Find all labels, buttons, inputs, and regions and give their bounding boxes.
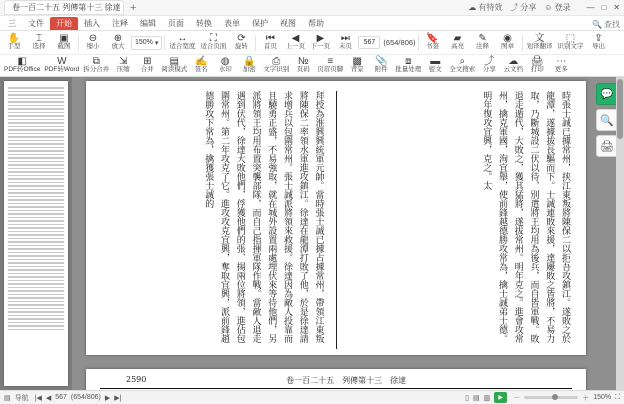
scrollbar-thumb[interactable] bbox=[617, 79, 623, 139]
fulltext-search-button[interactable] bbox=[447, 55, 477, 77]
page-number-input[interactable]: 567 bbox=[358, 36, 380, 49]
thumbnail-line bbox=[8, 171, 64, 173]
thumbnail-line bbox=[8, 231, 64, 233]
encrypt-icon: 🔒 bbox=[243, 56, 256, 68]
thumbnail-line bbox=[8, 238, 64, 240]
pdf-to-word-button[interactable] bbox=[42, 55, 81, 77]
ribbon-tab-protect[interactable]: 保护 bbox=[252, 19, 268, 28]
thumbnail-line bbox=[8, 329, 64, 331]
first-page-button[interactable] bbox=[258, 32, 282, 54]
login-button[interactable] bbox=[544, 2, 570, 13]
ribbon-tab-home[interactable]: 开始 bbox=[50, 17, 78, 30]
thumbnail-page[interactable] bbox=[4, 81, 68, 386]
export-icon: ⇪ bbox=[594, 33, 603, 45]
ribbon-tab-comment[interactable]: 注释 bbox=[112, 19, 128, 28]
continuous-icon[interactable]: ▤ bbox=[472, 394, 480, 402]
ribbon-tab-edit[interactable]: 编辑 bbox=[140, 19, 156, 28]
pdf-to-office-button[interactable] bbox=[2, 55, 42, 77]
nav-panel-toggle[interactable] bbox=[4, 393, 29, 403]
facing-icon[interactable]: ▥ bbox=[483, 394, 491, 402]
attachment-button[interactable] bbox=[369, 55, 393, 77]
fit-page-button[interactable] bbox=[198, 32, 228, 54]
thumbnail-line bbox=[8, 220, 64, 222]
thumbnail-line bbox=[8, 322, 64, 324]
highlight-label: 高亮 bbox=[451, 43, 465, 51]
thumbnail-line bbox=[8, 276, 64, 278]
share-icon: ⤴ bbox=[510, 3, 519, 12]
more-button[interactable] bbox=[549, 55, 573, 77]
main-toolbar bbox=[0, 31, 624, 55]
stamp-button[interactable] bbox=[496, 32, 520, 54]
page-number-label: 页码 bbox=[296, 66, 310, 74]
highlight-button[interactable] bbox=[446, 32, 470, 54]
user-icon: ☺ bbox=[544, 3, 553, 12]
zoom-in-label: 放大 bbox=[111, 43, 125, 51]
share2-icon: ⤴ bbox=[484, 56, 495, 68]
bookmark-icon: 🔖 bbox=[426, 33, 439, 45]
thumbnail-line bbox=[8, 304, 64, 306]
page-1-original-text: 時張士誠已據常州，挟江東叛將陳保二以拒吾攻鎮江。遂敗之於龍潭，遂據拔長驅而下。士誠連敗來援，達屢敗之皆將，不易力取，乃斷城設二伏以待，別遣將王均用為後兵，而自皆軍戰。敗退走遁代，大敗之，獲其猛將，遂拔常州。明年克之。進會攻常州，擒克軍國，洵宜舉，使前鋒越德勝攻常為，擒士誠弟士德。明年復攻宜興，克之。太 bbox=[481, 91, 570, 343]
status-prev-page-button[interactable]: ◀ bbox=[45, 394, 52, 402]
tab-strip bbox=[4, 0, 139, 15]
redact-icon: ▬ bbox=[430, 56, 441, 68]
fulltext-search-label: 全文搜索 bbox=[449, 66, 476, 74]
thumbnail-line bbox=[8, 206, 64, 208]
fit-width-button[interactable] bbox=[167, 32, 197, 54]
toolbar-group-select bbox=[2, 31, 76, 54]
window-controls bbox=[586, 3, 620, 12]
thumbnail-line bbox=[8, 266, 64, 268]
thumbnail-line bbox=[8, 273, 64, 275]
ribbon-tab-insert[interactable]: 插入 bbox=[84, 19, 100, 28]
next-page-label: 下一页 bbox=[310, 43, 331, 51]
compress-button[interactable] bbox=[111, 55, 135, 77]
split-icon: ⧉ bbox=[92, 56, 100, 68]
share-button[interactable] bbox=[510, 2, 536, 13]
thumbnail-line bbox=[8, 203, 64, 205]
thumbnail-line bbox=[8, 199, 64, 201]
zoom-out-button[interactable] bbox=[81, 32, 105, 54]
thumbnail-line bbox=[8, 164, 64, 166]
pdf-to-office-label: PDF转Office bbox=[4, 66, 41, 74]
prev-page-button[interactable] bbox=[283, 32, 307, 54]
share-label: 分享 bbox=[520, 3, 537, 12]
thumbnail-line bbox=[8, 119, 64, 121]
thumbnail-line bbox=[8, 147, 64, 149]
thumbnail-line bbox=[8, 210, 64, 212]
vertical-scrollbar[interactable] bbox=[616, 77, 624, 390]
thumbnail-lines bbox=[4, 81, 68, 338]
cloud-doc-button[interactable] bbox=[501, 55, 525, 77]
thumbnail-line bbox=[8, 213, 64, 215]
titlebar-actions bbox=[468, 2, 620, 13]
pdf-to-word-icon: W bbox=[57, 56, 67, 68]
compress-label: 压缩 bbox=[116, 66, 130, 74]
merge-label: 合并 bbox=[140, 66, 154, 74]
secondary-toolbar bbox=[0, 55, 624, 77]
thumbnail-line bbox=[8, 301, 64, 303]
thumbnail-line bbox=[8, 140, 64, 142]
status-first-page-button[interactable]: |◀ bbox=[34, 394, 42, 402]
read-mode-label: 阅读模式 bbox=[161, 66, 188, 74]
ribbon-tab-page[interactable]: 页面 bbox=[168, 19, 184, 28]
thumbnail-line bbox=[8, 245, 64, 247]
hand-tool-button[interactable] bbox=[2, 32, 26, 54]
attachment-icon: 📎 bbox=[375, 56, 388, 68]
toolbar-group-fit bbox=[167, 31, 253, 54]
status-bar bbox=[0, 390, 624, 404]
encrypt-button[interactable] bbox=[237, 55, 261, 77]
thumbnail-line bbox=[8, 259, 64, 261]
view-mode-group bbox=[465, 392, 507, 403]
ribbon-tab-file[interactable]: 文件 bbox=[28, 19, 44, 28]
status-zoom-out-button[interactable]: － bbox=[513, 394, 521, 402]
hand-icon: ✋ bbox=[7, 33, 21, 45]
compress-icon: ⇲ bbox=[119, 56, 128, 68]
translate-label: 划译翻译 bbox=[526, 43, 553, 51]
thumbnail-line bbox=[8, 189, 64, 191]
thumbnail-line bbox=[8, 161, 64, 163]
cloud2-icon: ☁ bbox=[508, 56, 519, 68]
export-label: 导出 bbox=[592, 43, 606, 51]
ocr-label: 识别文字 bbox=[557, 43, 584, 51]
document-workspace bbox=[0, 77, 624, 390]
thumbnail-line bbox=[8, 105, 64, 107]
background-icon: ▩ bbox=[352, 56, 362, 68]
ribbon-tab-help[interactable]: 帮助 bbox=[308, 19, 324, 28]
thumbnail-line bbox=[8, 255, 64, 257]
fit-width-label: 适合宽度 bbox=[169, 43, 196, 51]
first-page-label: 首页 bbox=[263, 43, 277, 51]
export-button[interactable] bbox=[587, 32, 611, 54]
thumbnail-panel[interactable] bbox=[0, 77, 72, 390]
zoom-in-button[interactable] bbox=[106, 32, 130, 54]
next-page-icon: ▶ bbox=[316, 33, 325, 45]
sign-icon: ✍ bbox=[195, 56, 208, 68]
header-footer-label: 页眉页脚 bbox=[317, 66, 344, 74]
zoom-slider-handle[interactable] bbox=[552, 394, 558, 400]
rotate-label: 旋转 bbox=[234, 43, 248, 51]
print-small-icon[interactable]: 🖨 bbox=[596, 135, 618, 157]
thumbnail-line bbox=[8, 108, 64, 110]
page-1-right-column-wrap bbox=[100, 91, 326, 349]
thumbnail-line bbox=[8, 311, 64, 313]
thumbnail-line bbox=[8, 185, 64, 187]
ocr-icon: ⬚ bbox=[565, 33, 576, 45]
hand-tool-label: 手型 bbox=[7, 43, 21, 51]
chevron-down-icon: ▾ bbox=[154, 39, 159, 47]
translate-button[interactable] bbox=[525, 32, 555, 54]
thumbnail-line bbox=[8, 290, 64, 292]
find-button[interactable] bbox=[592, 19, 624, 30]
document-tab-label: 卷一百二十五 列傳第十三 徐達 bbox=[12, 3, 121, 12]
merge-button[interactable] bbox=[135, 55, 159, 77]
thumbnail-line bbox=[8, 154, 64, 156]
page-number-icon: № bbox=[297, 56, 309, 68]
thumbnail-line bbox=[8, 101, 64, 103]
share-doc-label: 分享 bbox=[482, 66, 496, 74]
ocr-button[interactable] bbox=[556, 32, 586, 54]
toolbar-separator-3 bbox=[255, 35, 256, 51]
highlight-icon: ▰ bbox=[453, 33, 462, 45]
thumbnail-line bbox=[8, 182, 64, 184]
last-page-button[interactable] bbox=[333, 32, 357, 54]
page-1-content bbox=[86, 81, 586, 355]
thumbnail-line bbox=[8, 287, 64, 289]
toolbar-separator-5 bbox=[522, 35, 523, 51]
select-text-label: 选择 bbox=[32, 43, 46, 51]
thumbnail-line bbox=[8, 224, 64, 226]
zoom-out-label: 缩小 bbox=[86, 43, 100, 51]
print-icon: 🖨 bbox=[530, 56, 544, 68]
thumbnail-line bbox=[8, 227, 64, 229]
share-doc-button[interactable] bbox=[477, 55, 501, 77]
thumbnail-line bbox=[8, 136, 64, 138]
thumbnail-line bbox=[8, 294, 64, 296]
stamp-icon: ◉ bbox=[503, 33, 512, 45]
login-label: 登录 bbox=[554, 3, 571, 12]
snapshot-label: 截图 bbox=[57, 43, 71, 51]
column-divider bbox=[336, 91, 337, 349]
fit-screen-icon[interactable]: ⛶ bbox=[615, 393, 620, 401]
thumbnail-line bbox=[8, 325, 64, 327]
zoom-in-icon: ⊕ bbox=[113, 33, 123, 45]
last-page-icon: ⏭ bbox=[340, 33, 350, 45]
page-2-folio: 2590 bbox=[126, 375, 147, 384]
toolbar-group-navigate bbox=[258, 31, 415, 54]
status-zoom-value[interactable]: 150% bbox=[593, 394, 612, 401]
status-page-total: (654/806) bbox=[70, 394, 101, 401]
form-field-icon: ⌕ bbox=[459, 56, 466, 68]
note-button[interactable] bbox=[471, 32, 495, 54]
snapshot-button[interactable] bbox=[52, 32, 76, 54]
background-label: 背景 bbox=[350, 66, 364, 74]
document-tab[interactable] bbox=[4, 0, 124, 15]
rotate-icon: ⟳ bbox=[237, 33, 246, 45]
page-viewer[interactable] bbox=[72, 77, 624, 390]
ocr-text-label: 文字识别 bbox=[263, 66, 290, 74]
toolbar-separator-1 bbox=[78, 35, 79, 51]
thumbnail-line bbox=[8, 91, 64, 93]
thumbnail-line bbox=[8, 262, 64, 264]
ribbon-tab-view[interactable]: 视图 bbox=[280, 19, 296, 28]
maximize-button[interactable]: □ bbox=[601, 3, 607, 12]
translate-icon: 文 bbox=[534, 33, 545, 45]
search-icon: 🔍 bbox=[592, 20, 602, 29]
stamp-label: 图章 bbox=[501, 43, 515, 51]
more-icon: ⋯ bbox=[556, 56, 567, 68]
thumbnail-line bbox=[8, 150, 64, 152]
status-last-page-button[interactable]: ▶| bbox=[114, 394, 122, 402]
page-2-running-head bbox=[100, 369, 572, 389]
title-bar bbox=[0, 0, 624, 16]
bookmark-panel-icon: ▤ bbox=[4, 394, 11, 402]
select-text-icon: ⌶ bbox=[36, 33, 42, 45]
minimize-button[interactable]: — bbox=[586, 3, 595, 12]
thumbnail-line bbox=[8, 157, 64, 159]
close-icon[interactable] bbox=[122, 3, 124, 12]
redact-button[interactable] bbox=[423, 55, 447, 77]
sign-label: 签名 bbox=[194, 66, 208, 74]
thumbnail-line bbox=[8, 241, 64, 243]
thumbnail-line bbox=[8, 112, 64, 114]
thumbnail-line bbox=[8, 318, 64, 320]
batch-button[interactable] bbox=[393, 55, 423, 77]
play-icon[interactable]: ▶ bbox=[494, 392, 507, 403]
thumbnail-line bbox=[8, 168, 64, 170]
split-merge-button[interactable] bbox=[81, 55, 111, 77]
page-indicator bbox=[358, 36, 415, 49]
fit-page-icon: ⛶ bbox=[209, 33, 217, 45]
more-label: 更多 bbox=[554, 66, 568, 74]
close-window-button[interactable]: ✕ bbox=[613, 3, 620, 12]
cloud-icon: ☁ bbox=[468, 3, 477, 12]
page-1-translation-text: 拜授為淮興興統軍元帥。當時張士誠已據占據常州，帶領江東叛將陳保二率領水軍進攻鎮江。徐達在龍潭打敗了他，於是徐達請求增兵以包圍常州。張士誠派將領來救援。徐達因為敵人投靠而且驍勇正盛，不易強取，就在城外設置兩處埋伏來等待他們，另派將領王均用布置突襲部隊，而自己指揮軍隊作戰。當敵人退走遇到伏代，徐達大敗他們，俘獲他們的張、揚兩位將領，進佔包圍常州。第二年攻克了它。進攻攻克宜興，奪取宜興，派前鋒趙德勝攻下常為，擒獲張士誠的 bbox=[203, 91, 324, 343]
read-aloud-icon: ▤ bbox=[169, 56, 179, 68]
rotate-button[interactable] bbox=[229, 32, 253, 54]
cloud-doc-label: 云文档 bbox=[503, 66, 524, 74]
zoom-out-icon: ⊖ bbox=[88, 33, 98, 45]
fit-page-label: 适合页面 bbox=[200, 43, 227, 51]
prev-page-label: 上一页 bbox=[285, 43, 306, 51]
pdf-to-word-label: PDF转Word bbox=[44, 66, 80, 74]
thumbnail-line bbox=[8, 297, 64, 299]
attachment-label: 附件 bbox=[374, 66, 388, 74]
thumbnail-line bbox=[8, 122, 64, 124]
status-zoom-in-button[interactable]: ＋ bbox=[582, 394, 590, 402]
thumbnail-line bbox=[8, 269, 64, 271]
toolbar-group-annotate bbox=[421, 31, 520, 54]
encrypt-label: 加密 bbox=[242, 66, 256, 74]
thumbnail-line bbox=[8, 280, 64, 282]
watermark-label: 水印 bbox=[218, 66, 232, 74]
ribbon-tab-menu[interactable]: 三 bbox=[8, 19, 16, 28]
print-button[interactable] bbox=[525, 55, 549, 77]
status-page-current[interactable]: 567 bbox=[55, 394, 67, 401]
thumbnail-line bbox=[8, 248, 64, 250]
ocr2-icon: ⎙ bbox=[272, 56, 281, 68]
search-panel-icon[interactable]: 🔍 bbox=[596, 109, 618, 131]
nav-panel-label: 导航 bbox=[14, 394, 29, 402]
next-page-button[interactable] bbox=[308, 32, 332, 54]
note-icon: ✎ bbox=[478, 33, 487, 45]
ribbon-tab-convert[interactable]: 转换 bbox=[196, 19, 212, 28]
last-page-label: 末页 bbox=[338, 43, 352, 51]
thumbnail-line bbox=[8, 143, 64, 145]
prev-page-icon: ◀ bbox=[291, 33, 300, 45]
thumbnail-line bbox=[8, 308, 64, 310]
sign-button[interactable] bbox=[189, 55, 213, 77]
thumbnail-line bbox=[8, 283, 64, 285]
zoom-level-value: 150% bbox=[135, 39, 153, 46]
thumbnail-line bbox=[8, 315, 64, 317]
first-page-icon: ⏮ bbox=[265, 33, 275, 45]
thumbnail-line bbox=[8, 94, 64, 96]
page-total-label: (654/806) bbox=[383, 38, 416, 47]
thumbnail-line bbox=[8, 217, 64, 219]
print-label: 打印 bbox=[530, 66, 544, 74]
toolbar-group-zoom bbox=[81, 31, 162, 54]
thumbnail-line bbox=[8, 129, 64, 131]
header-footer-button[interactable] bbox=[315, 55, 345, 77]
thumbnail-line bbox=[8, 234, 64, 236]
split-label: 拆分合并 bbox=[83, 66, 110, 74]
note-label: 注释 bbox=[476, 43, 490, 51]
zoom-group bbox=[513, 393, 620, 403]
ocr-text-button[interactable] bbox=[261, 55, 291, 77]
status-next-page-button[interactable]: ▶ bbox=[104, 394, 111, 402]
zoom-level-combobox[interactable] bbox=[131, 36, 162, 50]
thumbnail-line bbox=[8, 192, 64, 194]
toolbar-separator-4 bbox=[418, 35, 419, 51]
thumbnail-line bbox=[8, 252, 64, 254]
watermark-icon: ◍ bbox=[220, 56, 230, 68]
cloud-label: 有特效 bbox=[478, 3, 503, 12]
select-text-button[interactable] bbox=[27, 32, 51, 54]
cloud-sync-button[interactable] bbox=[468, 2, 502, 13]
bookmark-label: 书签 bbox=[426, 43, 440, 51]
thumbnail-line bbox=[8, 175, 64, 177]
single-page-icon[interactable]: ▯ bbox=[465, 394, 469, 402]
watermark-button[interactable] bbox=[213, 55, 237, 77]
bookmark-button[interactable] bbox=[421, 32, 445, 54]
status-page-nav bbox=[35, 394, 122, 402]
thumbnail-line bbox=[8, 115, 64, 117]
merge-icon: ⊞ bbox=[143, 56, 152, 68]
thumbnail-line bbox=[8, 133, 64, 135]
thumbnail-line bbox=[8, 98, 64, 100]
ribbon-tab-bar bbox=[0, 16, 624, 31]
redact-label: 密文 bbox=[428, 66, 442, 74]
pdf-page-1[interactable] bbox=[86, 81, 586, 355]
zoom-slider[interactable] bbox=[524, 396, 578, 399]
comment-bubble-icon[interactable]: 💬 bbox=[596, 83, 618, 105]
batch-label: 批量处理 bbox=[395, 66, 422, 74]
read-mode-button[interactable] bbox=[159, 55, 189, 77]
thumbnail-line bbox=[8, 87, 64, 89]
snapshot-icon: ▣ bbox=[59, 33, 69, 45]
fit-width-icon: ↔ bbox=[177, 33, 188, 45]
bates-icon: ⧈ bbox=[405, 56, 412, 68]
thumbnail-line bbox=[8, 196, 64, 198]
find-label: 查找 bbox=[604, 20, 620, 29]
page-2-chapter-title: 卷一百二十五 列傳第十三 徐達 bbox=[286, 376, 407, 385]
pdf-page-2[interactable] bbox=[86, 369, 586, 390]
page-1-left-column-wrap bbox=[347, 91, 573, 349]
header-footer-icon: ≡ bbox=[327, 56, 334, 68]
thumbnail-line bbox=[8, 178, 64, 180]
pdf-to-office-icon: ◧ bbox=[17, 56, 27, 68]
thumbnail-line bbox=[8, 126, 64, 128]
background-button[interactable] bbox=[345, 55, 369, 77]
new-tab-button[interactable]: + bbox=[130, 1, 137, 14]
toolbar-separator-2 bbox=[164, 35, 165, 51]
page-number-button[interactable] bbox=[291, 55, 315, 77]
ribbon-tab-form[interactable]: 表单 bbox=[224, 19, 240, 28]
toolbar-group-tools bbox=[525, 31, 611, 54]
